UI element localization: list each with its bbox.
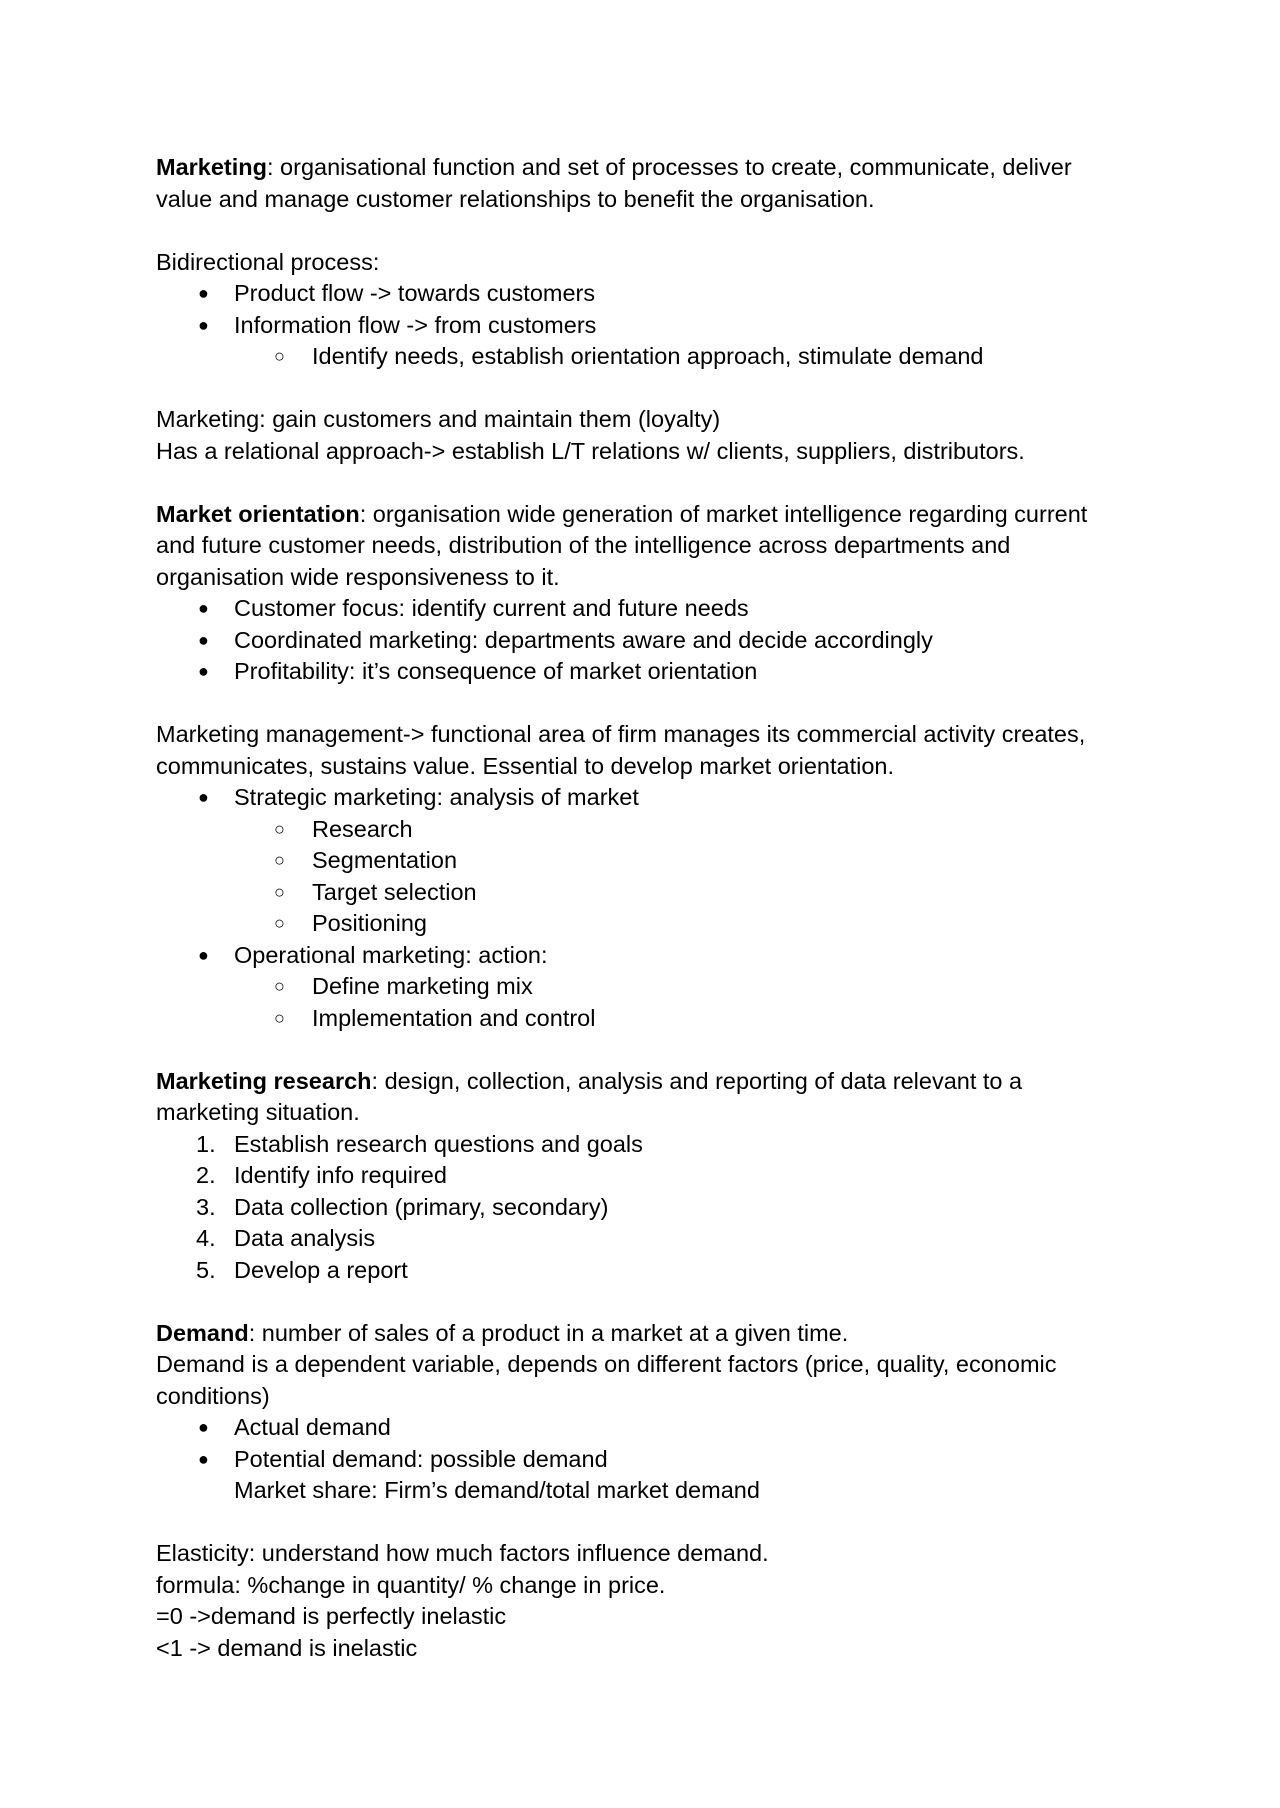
numbered-item: 2. Identify info required [156, 1160, 1120, 1192]
term-demand: Demand [156, 1319, 249, 1346]
sub-list-item: ○ Identify needs, establish orientation approach, stimulate demand [156, 341, 1120, 373]
circle-marker: ○ [274, 346, 285, 366]
bullet-marker: ● [198, 598, 209, 618]
bidirectional-intro: Bidirectional process: [156, 248, 380, 275]
number-marker: 3. [196, 1193, 216, 1220]
management-intro: Marketing management-> functional area of firm manages its commercial activity creates, communicates, sustains value. Essential to develop market orientation. [156, 721, 1086, 779]
sub-list-item: ○ Implementation and control [156, 1003, 1120, 1035]
relational-line: Has a relational approach-> establish L/T relations w/ clients, suppliers, distributors. [156, 437, 1025, 464]
number-marker: 1. [196, 1130, 216, 1157]
bullet-marker: ● [198, 1417, 209, 1437]
list-item: ● Customer focus: identify current and future needs [156, 593, 1120, 625]
numbered-item: 4. Data analysis [156, 1223, 1120, 1255]
list-item: ● Information flow -> from customers [156, 310, 1120, 342]
circle-marker: ○ [274, 850, 285, 870]
term-marketing: Marketing [156, 154, 267, 180]
list-item: ● Profitability: it’s consequence of market orientation [156, 656, 1120, 688]
term-marketing-research: Marketing research [156, 1067, 372, 1094]
elasticity-line: Elasticity: understand how much factors influence demand. [156, 1540, 769, 1566]
circle-marker: ○ [274, 881, 285, 902]
number-marker: 5. [196, 1256, 216, 1283]
market-share-line: Market share: Firm’s demand/total market demand [234, 1477, 760, 1503]
bullet-marker: ● [198, 661, 209, 681]
demand-definition: Demand: number of sales of a product in a market at a given time. [156, 1319, 849, 1346]
market-orientation-definition: Market orientation: organisation wide generation of market intelligence regarding current and future customer needs, distribution of the intelligence across departments and organisation wide responsiveness to it. [156, 500, 1088, 590]
sub-list-item: ○ Segmentation [156, 845, 1120, 877]
list-item: ● Potential demand: possible demand [156, 1444, 1120, 1476]
elasticity-zero: =0 ->demand is perfectly inelastic [156, 1603, 507, 1629]
circle-marker: ○ [274, 818, 285, 839]
list-item: ● Strategic marketing: analysis of market [156, 782, 1120, 814]
research-definition: Marketing research: design, collection, analysis and reporting of data relevant to a marketing situation. [156, 1067, 1023, 1125]
bullet-marker: ● [198, 1448, 209, 1469]
list-item: ● Coordinated marketing: departments aware and decide accordingly [156, 625, 1120, 657]
list-item: ● Product flow -> towards customers [156, 278, 1120, 310]
numbered-item: 1. Establish research questions and goals [156, 1129, 1120, 1161]
sub-list-item: ○ Define marketing mix [156, 971, 1120, 1003]
demand-factors: Demand is a dependent variable, depends on different factors (price, quality, economic conditions) [156, 1351, 1057, 1409]
bullet-marker: ● [198, 283, 209, 303]
numbered-item: 3. Data collection (primary, secondary) [156, 1192, 1120, 1224]
circle-marker: ○ [274, 1007, 285, 1028]
sub-list-item: ○ Target selection [156, 877, 1120, 909]
bullet-marker: ● [198, 314, 209, 335]
list-item: ● Operational marketing: action: [156, 940, 1120, 972]
term-market-orientation: Market orientation [156, 500, 360, 527]
circle-marker: ○ [274, 976, 285, 996]
elasticity-less-one: <1 -> demand is inelastic [156, 1634, 418, 1661]
number-marker: 4. [196, 1225, 216, 1251]
circle-marker: ○ [274, 913, 285, 933]
bullet-marker: ● [198, 944, 209, 965]
number-marker: 2. [196, 1162, 216, 1188]
list-item: ● Actual demand [156, 1412, 1120, 1444]
bullet-marker: ● [198, 629, 209, 650]
sub-list-item: ○ Positioning [156, 908, 1120, 940]
sub-list-item: ○ Research [156, 814, 1120, 846]
bullet-marker: ● [198, 787, 209, 807]
marketing-definition: Marketing: organisational function and set of processes to create, communicate, deliver value and manage customer relationships to benefit the organisation. [156, 154, 1072, 212]
elasticity-formula: formula: %change in quantity/ % change in price. [156, 1571, 666, 1598]
gain-line: Marketing: gain customers and maintain them (loyalty) [156, 406, 721, 432]
numbered-item: 5. Develop a report [156, 1255, 1120, 1287]
